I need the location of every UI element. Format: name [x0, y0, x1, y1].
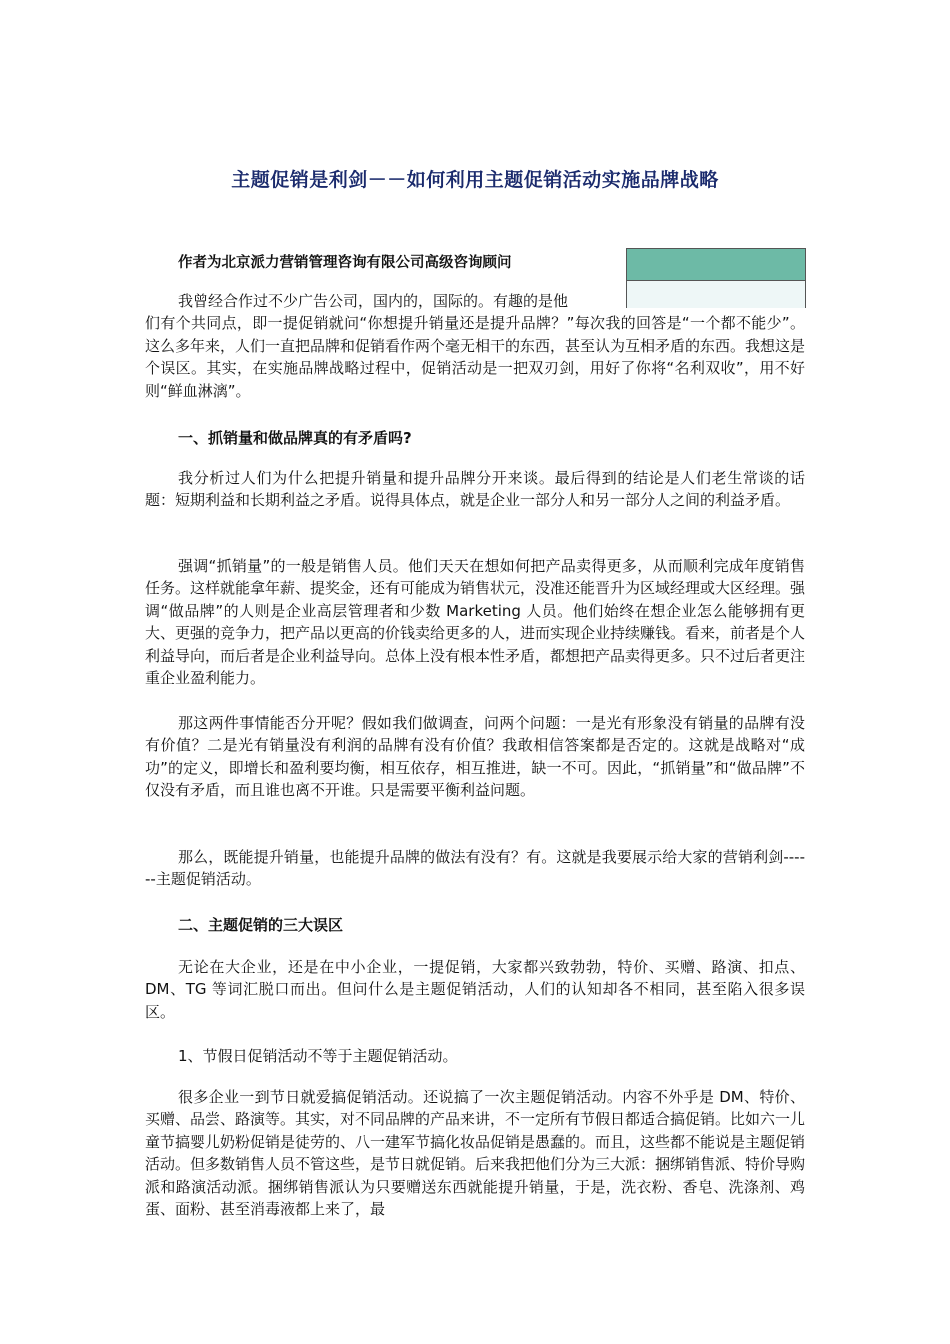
table-header-cell [627, 249, 805, 281]
paragraph-3: 强调“抓销量”的一般是销售人员。他们天天在想如何把产品卖得更多，从而顺利完成年度销售任务。这样就能拿年薪、提奖金，还有可能成为销售状元，没准还能晋升为区域经理或大区经理。强调“做品牌”的人则是企业高层管理者和少数 Marketing 人员。他们始终在想企业怎么能够拥有更大、更强的竞争力，把产品以更高的价钱卖给更多的人，进而实现企业持续赚钱。看来，前者是个人利益导向，而后者是企业利益导向。总体上没有根本性矛盾，都想把产品卖得更多。只不过后者更注重企业盈利能力。 [145, 557, 806, 688]
section-heading-2: 二、主题促销的三大误区 [178, 916, 344, 934]
author-line: 作者为北京派力营销管理咨询有限公司高级咨询顾问 [178, 255, 512, 271]
paragraph-2: 我分析过人们为什么把提升销量和提升品牌分开来谈。最后得到的结论是人们老生常谈的话题：短期利益和长期利益之矛盾。说得具体点，就是企业一部分人和另一部分人之间的利益矛盾。 [145, 469, 805, 510]
paragraph-6: 无论在大企业，还是在中小企业，一提促销，大家都兴致勃勃，特价、买赠、路演、扣点、DM、TG 等词汇脱口而出。但问什么是主题促销活动，人们的认知却各不相同，甚至陷入很多误区。 [145, 958, 805, 1021]
paragraph-intro-first-line: 我曾经合作过不少广告公司，国内的，国际的。有趣的是他 [178, 292, 569, 310]
paragraph-4: 那这两件事情能否分开呢？假如我们做调查，问两个问题：一是光有形象没有销量的品牌有没有价值？二是光有销量没有利润的品牌有没有价值？我敢相信答案都是否定的。这就是战略对“成功”的定义，即增长和盈利要均衡，相互依存，相互推进，缺一不可。因此，“抓销量”和“做品牌”不仅没有矛盾，而且谁也离不开谁。只是需要平衡利益问题。 [145, 714, 805, 800]
decorative-table-box [626, 248, 806, 308]
table-body-cell [627, 281, 805, 308]
document-title: 主题促销是利剑－－如何利用主题促销活动实施品牌战略 [231, 169, 719, 191]
section-heading-1: 一、抓销量和做品牌真的有矛盾吗? [178, 429, 412, 447]
paragraph-7: 很多企业一到节日就爱搞促销活动。还说搞了一次主题促销活动。内容不外乎是 DM、特价、买赠、品尝、路演等。其实，对不同品牌的产品来讲，不一定所有节假日都适合搞促销。比如六一儿童节搞婴儿奶粉促销是徒劳的、八一建军节搞化妆品促销是愚蠢的。而且，这些都不能说是主题促销活动。但多数销售人员不管这些，是节日就促销。后来我把他们分为三大派：捆绑销售派、特价导购派和路演活动派。捆绑销售派认为只要赠送东西就能提升销量，于是，洗衣粉、香皂、洗涤剂、鸡蛋、面粉、甚至消毒液都上来了，最 [145, 1088, 806, 1219]
paragraph-intro: 们有个共同点，即一提促销就问“你想提升销量还是提升品牌？”每次我的回答是“一个都不能少”。这么多年来，人们一直把品牌和促销看作两个毫无相干的东西，甚至认为互相矛盾的东西。我想这是个误区。其实，在实施品牌战略过程中，促销活动是一把双刃剑，用好了你将“名利双收”，用不好则“鲜血淋漓”。 [145, 314, 806, 400]
list-item-1: 1、节假日促销活动不等于主题促销活动。 [178, 1047, 458, 1065]
paragraph-5: 那么，既能提升销量，也能提升品牌的做法有没有？有。这就是我要展示给大家的营销利剑------主题促销活动。 [145, 848, 805, 889]
